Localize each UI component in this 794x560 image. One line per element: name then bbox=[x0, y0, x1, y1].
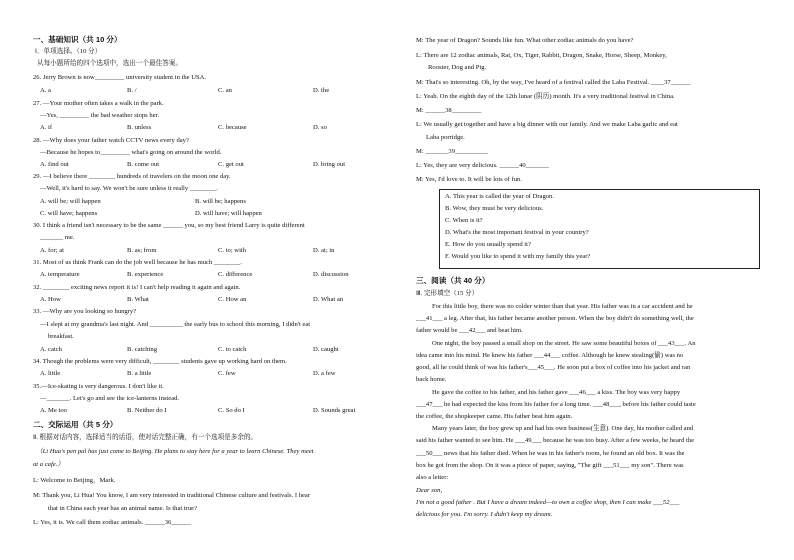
letter-line: delicious for you. I'm sorry. I didn't keep my dream. bbox=[416, 511, 553, 518]
answer-option-f: F. Would you like to spend it with my family this year? bbox=[445, 253, 591, 260]
q33-option-d: D. caught bbox=[313, 346, 339, 353]
q30-option-b: B. as; from bbox=[127, 247, 157, 254]
q27-stem-2: —Yes, _________ the bad weather stops her. bbox=[40, 112, 160, 119]
q35-stem-2: —_______. Let's go and see the ice-lanterns instead. bbox=[40, 395, 180, 402]
q35-option-d: D. Sounds great bbox=[313, 407, 356, 414]
q32-option-c: C. How an bbox=[218, 296, 247, 303]
q33-stem: 33. —Why are you looking so hungry? bbox=[33, 308, 137, 315]
passage-line: box he got from the shop. On it was a piece of paper, saying, "The gift ___51___ my son". There was bbox=[416, 462, 684, 469]
dialogue-line: L: Yes, they are very delicious. ______40_______ bbox=[416, 162, 549, 169]
q35-stem: 35.—Ice-skating is very dangerous. I don't like it. bbox=[33, 383, 164, 390]
q26-option-d: D. the bbox=[313, 87, 330, 94]
dialogue-line: L: Welcome to Beijing，Mark. bbox=[33, 477, 116, 484]
passage-line: ___47___ he had expected the kiss from his father for a long time. ___48___, before his father could taste bbox=[416, 401, 696, 408]
passage-line: For this little boy, there was no colder winter than that year. His father was in a car accident and he bbox=[432, 303, 693, 310]
q31-option-a: A. temperature bbox=[40, 271, 80, 278]
q33-stem-2: —I slept at my grandma's last night. And __________ the early bus to school this morning, I didn't eat bbox=[40, 321, 311, 328]
passage-line: father would be ___42___ and beat him. bbox=[416, 327, 523, 334]
q29-option-c: C. will have; happens bbox=[40, 210, 98, 217]
dialogue-line: L: We usually get together and have a big dinner with our family. And we make Laba garlic and eat bbox=[416, 121, 678, 128]
q34-option-b: B. a little bbox=[127, 370, 152, 377]
passage-line: good, all he could think of was his father's___45___. He soon put a box of coffee into his jacket and ran bbox=[416, 364, 691, 371]
q31-stem: 31. Most of us think Frank can do the job well because he has much ________. bbox=[33, 259, 242, 266]
q32-stem: 32. ________ exciting news report it is! I can't help reading it again and again. bbox=[33, 284, 241, 291]
q28-option-d: D. bring out bbox=[313, 161, 346, 168]
q30-option-a: A. for; at bbox=[40, 247, 64, 254]
q32-option-a: A. How bbox=[40, 296, 61, 303]
q30-stem: 30. I think a friend isn't necessary to be the same ______ you, so my best friend Larry is quite different bbox=[33, 222, 305, 229]
dialogue-line: Rooster, Dog and Pig. bbox=[428, 64, 487, 71]
dialogue-intro-2: at a cafe.） bbox=[33, 461, 64, 468]
q30-stem-2: _______ me. bbox=[40, 234, 75, 241]
q31-option-b: B. experience bbox=[127, 271, 164, 278]
q28-option-b: B. come out bbox=[127, 161, 160, 168]
passage-line: ___41___ a leg. After that, his father became another person. When the boy didn't do something well, the bbox=[416, 315, 694, 322]
q34-option-a: A. little bbox=[40, 370, 61, 377]
passage-line: the coffee, the shopkeeper came. His father beat him again. bbox=[416, 413, 573, 420]
q28-stem-2: —Because he hopes to_________ what's going on around the world. bbox=[40, 149, 222, 156]
answer-option-b: B. Wow, they must be very delicious. bbox=[445, 205, 544, 212]
q29-stem: 29. —I believe there ________ hundreds of travelers on the moon one day. bbox=[33, 173, 231, 180]
q26-stem: 26. Jerry Brown is now_________ university student in the USA. bbox=[33, 74, 207, 81]
passage-line: back home. bbox=[416, 376, 447, 383]
q34-option-c: C. few bbox=[218, 370, 236, 377]
dialogue-line: L: Yes, it is. We call them zodiac animals. ______36______ bbox=[33, 519, 192, 526]
part2-instruction: Ⅱ. 根据对话内容，选择适当的话语，使对话完整正确，有一个选项是多余的。 bbox=[33, 434, 258, 441]
dialogue-line: M: ______38_________ bbox=[416, 107, 482, 114]
q33-option-a: A. catch bbox=[40, 346, 62, 353]
section-title-basic-knowledge: 一、基础知识（共 10 分） bbox=[33, 35, 122, 44]
passage-line: ___50___ news that his father died. When he was in his father's room, he found an old box. It was the bbox=[416, 450, 685, 457]
q35-option-c: C. So do I bbox=[218, 407, 245, 414]
q26-option-c: C. an bbox=[218, 87, 232, 94]
dialogue-line: M: That's so interesting. Oh, by the way, I've heard of a festival called the Laba Festival. ____37______ bbox=[416, 79, 691, 86]
q29-option-b: B. will be; happens bbox=[195, 198, 246, 205]
passage-line: also a letter: bbox=[416, 474, 449, 481]
dialogue-line: L: There are 12 zodiac animals, Rat, Ox, Tiger, Rabbit, Dragon, Snake, Horse, Sheep, Monkey, bbox=[416, 52, 667, 59]
q34-stem: 34. Though the problems were very difficult, ________ students gave up working hard on them. bbox=[33, 358, 287, 365]
section-title-reading: 三、阅读（共 40 分） bbox=[416, 276, 490, 285]
q28-stem: 28. —Why does your father watch CCTV news every day? bbox=[33, 137, 189, 144]
dialogue-line: L: Yeah. On the eighth day of the 12th lunar (阴历) month. It's a very traditional festival in China. bbox=[416, 93, 675, 100]
answer-option-d: D. What's the most important festival in your country? bbox=[445, 229, 589, 236]
q30-option-c: C. to; with bbox=[218, 247, 247, 254]
answer-option-e: E. How do you usually spend it? bbox=[445, 241, 531, 248]
dialogue-line: Laba porridge. bbox=[426, 134, 465, 141]
q26-option-b: B. / bbox=[127, 87, 137, 94]
q32-option-d: D. What an bbox=[313, 296, 344, 303]
q35-option-a: A. Me too bbox=[40, 407, 67, 414]
q31-option-c: C. difference bbox=[218, 271, 253, 278]
letter-line: I'm not a good father . But I have a dream indeed—to own a coffee shop, then I can make ___52___ bbox=[416, 499, 680, 506]
part1-title: Ⅰ．单项选择。（10 分） bbox=[35, 48, 102, 55]
q27-stem: 27. —Your mother often takes a walk in the park. bbox=[33, 100, 164, 107]
q27-option-b: B. unless bbox=[127, 124, 152, 131]
answer-options-box bbox=[439, 189, 760, 269]
q32-option-b: B. What bbox=[127, 296, 149, 303]
passage-line: Many years later, the boy grew up and had his own business(生意). One day, his mother called and bbox=[432, 425, 694, 432]
dialogue-line: M: Thank you, Li Hua! You know, I am very interested in traditional Chinese culture and festivals. I hear bbox=[33, 492, 311, 499]
dialogue-line: M: _______39__________ bbox=[416, 148, 488, 155]
part3-title: Ⅲ. 完形填空（15 分） bbox=[416, 290, 479, 297]
q30-option-d: D. at; in bbox=[313, 247, 335, 254]
q28-option-a: A. find out bbox=[40, 161, 69, 168]
part1-instruction: 从每小题所给的四个选项中，选出一个最佳答案。 bbox=[37, 60, 183, 67]
q33-option-c: C. to catch bbox=[218, 346, 247, 353]
q29-option-d: D. will have; will happen bbox=[195, 210, 262, 217]
q31-option-d: D. discussion bbox=[313, 271, 349, 278]
q33-stem-3: breakfast. bbox=[48, 333, 74, 340]
q29-stem-2: —Well, it's hard to say. We won't be sure unless it really ________. bbox=[40, 185, 218, 192]
passage-line: He gave the coffee to his father, and his father gave ___46___ a kiss. The boy was very happy bbox=[432, 389, 681, 396]
answer-option-c: C. When is it? bbox=[445, 217, 483, 224]
q26-option-a: A. a bbox=[40, 87, 51, 94]
answer-option-a: A. This year is called the year of Dragon. bbox=[445, 193, 555, 200]
passage-line: said his father wanted to see him. He ___49___ because he was too busy. After a few weeks, he heard the bbox=[416, 437, 695, 444]
q35-option-b: B. Neither do I bbox=[127, 407, 167, 414]
dialogue-intro: （Li Hua's pen pal has just come to Beijing. He plans to stay here for a year to learn Chinese. They meet bbox=[36, 448, 314, 455]
q27-option-d: D. so bbox=[313, 124, 327, 131]
q27-option-c: C. because bbox=[218, 124, 247, 131]
q27-option-a: A. if bbox=[40, 124, 53, 131]
section-title-communication: 二、交际运用（共 5 分） bbox=[33, 420, 118, 429]
q29-option-a: A. will be; will happen bbox=[40, 198, 101, 205]
letter-line: Dear son， bbox=[416, 487, 447, 494]
passage-line: One night, the boy passed a small shop on the street. He saw some beautiful boxes of ___43___. An bbox=[432, 340, 696, 347]
passage-line: idea came into his mind. He knew his father ___44___ coffee. Although he knew stealing(偷) was no bbox=[416, 352, 684, 359]
q28-option-c: C. get out bbox=[218, 161, 244, 168]
dialogue-line: M: Yes, I'd love to. It will be lots of fun. bbox=[416, 176, 522, 183]
dialogue-line: that in China each year has an animal name. Is that true? bbox=[48, 505, 198, 512]
dialogue-line: M: The year of Dragon? Sounds like fun. What other zodiac animals do you have? bbox=[416, 37, 634, 44]
q33-option-b: B. catching bbox=[127, 346, 158, 353]
q34-option-d: D. a few bbox=[313, 370, 336, 377]
